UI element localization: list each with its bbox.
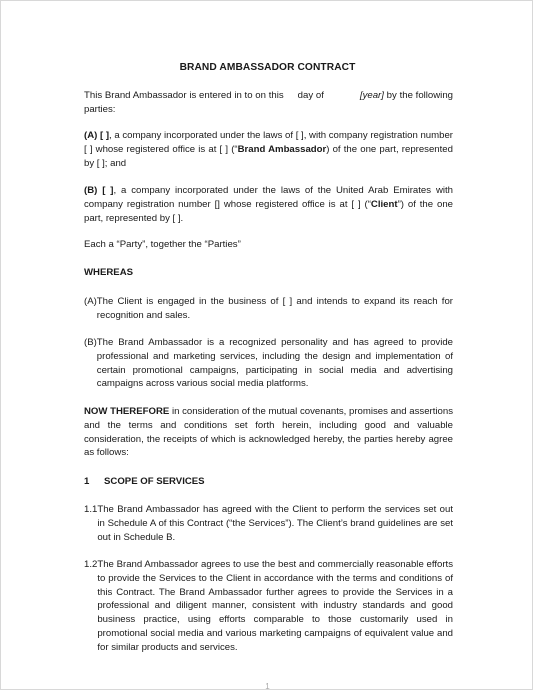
party-b-paragraph [84,184,453,225]
now-therefore-text: in consideration of the mutual covenants, promises and assertions and the terms and conditions set forth herein, including good and valuable consideration, the receipts of which is acknowledged hereby, the parties hereby agree as follows: [84,406,453,459]
clause-1-1-text: The Brand Ambassador has agreed with the Client to perform the services set out in Schedule A of this Contract (“the Services”). The Client’s brand guidelines are set out in Schedule B. [97,504,453,543]
section-1-heading [84,475,453,489]
now-therefore-paragraph [84,405,453,460]
party-b-text-end: ”) of the one part, represented by [ ]. [84,198,454,224]
section-1-number: 1 [84,476,90,487]
intro-day: day of [297,90,324,101]
parties-definition: Each a “Party”, together the “Parties” [84,239,241,250]
party-a-defined-term: Brand Ambassador [237,143,327,155]
party-a-label: (A) [ ] [84,130,110,141]
intro-paragraph [84,89,453,117]
recital-a-number: (A) [84,296,97,307]
document-title: BRAND AMBASSADOR CONTRACT [179,62,356,73]
party-a-text: , a company incorporated under the laws of [ ], with company registration number [ ] whose registered office is at [ ] (“ [84,130,453,155]
whereas-heading: WHEREAS [84,267,134,278]
clause-1-1 [84,503,453,544]
clause-1-2-text: The Brand Ambassador agrees to use the best and commercially reasonable efforts to provide the Services to the Client in accordance with the terms and conditions of this Contract. The Brand Ambassador further agrees to provide the Services in a professional and diligent manner, consistent with industry standards and good business practice, using efforts comparable to those customarily used in promotional social media and various marketing campaigns of equivalent value and for similar products and services. [97,559,453,653]
intro-text: This Brand Ambassador is entered in to on this [84,90,284,101]
intro-year: [year] [359,90,384,101]
recital-b-text: The Brand Ambassador is a recognized personality and has agreed to provide professional and marketing services, including the design and implementation of certain promotional campaigns, participating in social media and advertising campaigns across various social media platforms. [96,337,453,390]
recital-a [84,295,453,323]
section-1-title: SCOPE OF SERVICES [104,476,205,487]
party-b-defined-term: Client [370,198,398,210]
party-a-text-end: ) of the one part, represented by [ ]; and [84,143,453,169]
clause-1-2 [84,558,453,655]
now-therefore-lead: NOW THEREFORE [84,406,170,417]
recital-b-number: (B) [84,337,97,348]
party-b-text: , a company incorporated under the laws of the United Arab Emirates with company registration number [] whose registered office is at [ ] (“ [84,185,454,210]
clause-1-2-number: 1.2 [84,559,98,570]
party-b-label: (B) [ ] [84,185,114,196]
recital-b [84,336,453,391]
page-number: 1 [265,682,270,691]
party-a-paragraph [84,129,453,170]
recital-a-text: The Client is engaged in the business of [ ] and intends to expand its reach for recognition and sales. [96,296,453,321]
clause-1-1-number: 1.1 [84,504,98,515]
intro-text-end: by the following parties: [84,90,453,115]
